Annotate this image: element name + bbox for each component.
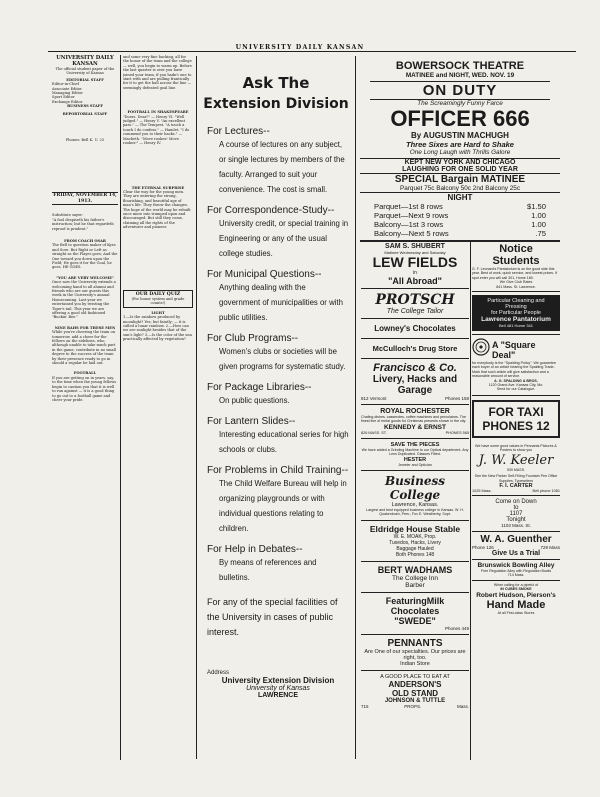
pennants-text: Are One of our specialties. Our prices are right, too. <box>364 648 466 661</box>
on-duty: ON DUTY <box>370 81 550 100</box>
masthead-rule <box>48 51 576 52</box>
paper-subtitle: The official student paper of the University of Kansas <box>55 67 115 76</box>
one-long-line: One Long Laugh with Thrills Galore <box>409 149 511 156</box>
carter-name: F. I. CARTER <box>499 482 533 489</box>
section-body: By means of references and bulletins. <box>219 558 317 582</box>
mcculloch-ad: McCulloch's Drug Store <box>361 339 469 359</box>
matinee-line: MATINEE and NIGHT, WED. NOV. 19 <box>405 72 515 79</box>
staff-item: Exchange Editor <box>52 99 83 104</box>
shubert-ad <box>361 243 469 289</box>
section-head: For Club Programs-- <box>207 333 299 344</box>
wadhams-name: BERT WADHAMS <box>377 564 453 575</box>
wadhams-sub: The College Inn <box>392 574 438 582</box>
taxi-line-1: FOR TAXI <box>488 404 544 419</box>
section-head: For Problems in Child Training-- <box>207 465 349 476</box>
notice-sub: We Give Club Rates <box>499 280 533 285</box>
protsch-name: PROTSCH <box>375 292 455 308</box>
spalding-logo-icon <box>472 338 490 361</box>
section-municipal <box>207 269 349 325</box>
hudson-name: Robert Hudson, Pierson's <box>476 591 556 599</box>
hudson-line-2: IN CUBES SMOKE <box>500 587 532 592</box>
royal-store: KENNEDY & ERNST <box>383 423 446 431</box>
column-1 <box>52 55 118 760</box>
section-libraries <box>207 382 349 408</box>
business-college-ad <box>361 471 469 521</box>
featuring-line-2: Chocolates <box>390 605 440 616</box>
nine-rahs-text: While you're cheering the team on tomorrow, add a cheer for the fellows on the sidelines, who, although unable to take much part in the game, contribute in no small degree to the success of the team by their presence ready to go in should a regular be laid out. <box>52 330 116 366</box>
pennants-head: PENNANTS <box>387 637 443 649</box>
notice-ad <box>472 243 560 292</box>
section-child <box>207 465 349 536</box>
eldridge-ad <box>361 521 469 562</box>
keeler-ad <box>472 442 560 496</box>
extension-title: Extension Division <box>203 96 349 112</box>
theatre-name: BOWERSOCK THEATRE <box>395 60 525 72</box>
section-body: On public questions. <box>219 396 290 405</box>
spalding-addr: 1120 Grand Ave. Kansas City, Mo. <box>488 383 544 388</box>
eternal-head: THE ETERNAL SURPRISE <box>131 185 185 190</box>
place-line-1: A GOOD PLACE TO EAT AT <box>380 673 450 680</box>
place-line-3: OLD STAND <box>391 688 439 698</box>
welcome-text: Once now the University extends a welcoming hand to all alumni and friends who are our guests this week in the University's annual Homecoming. Last year we entertained you by twisting the Tiger's tail. This year we are offering a good old fashioned "Buckin' Bee." <box>52 280 116 320</box>
hudson-line-3: Hand Made <box>486 598 546 611</box>
square-deal-text: for everybody is the "Spalding Policy". We guarantee each buyer of an article bearing the Spalding Trade-Mark that such article will give satisfaction and a reasonable amount of service. <box>472 361 556 379</box>
shubert-sub: Matinee Wednesday and Saturday <box>384 250 446 255</box>
wadhams-ad <box>361 562 469 593</box>
taxi-ad <box>472 400 560 438</box>
come-line-2: to <box>513 504 519 511</box>
section-head: For Help in Debates-- <box>207 544 303 555</box>
reportorial-staff-head: REPORTORIAL STAFF <box>62 111 108 116</box>
royal-phone: PHONES 565 <box>445 430 469 435</box>
place-mass: Mass. <box>456 703 469 709</box>
guenther-phone: Phone 126 <box>472 544 494 550</box>
address-label: Address <box>207 670 230 676</box>
daily-quiz-head: OUR DAILY QUIZ <box>135 291 181 297</box>
football-text: If you are getting on in years, say, to the time when the young fellows begin to caution you that it is well to run against — it is a good thing to go out to a football game and cheer your pride. <box>52 375 117 402</box>
come-line-4: Tonight <box>506 516 526 523</box>
bowling-ad <box>472 560 560 581</box>
lew-fields: LEW FIELDS <box>372 254 458 270</box>
issue-date: FRIDAY, NOVEMBER 14, 1913. <box>53 193 117 204</box>
francisco-name: Francisco & Co. <box>373 362 457 374</box>
come-line-3: 1107 <box>509 510 523 517</box>
night-head: NIGHT <box>360 192 560 202</box>
keeler-text: We have some good values in Pennants Pictures & Posters to show you <box>475 443 557 453</box>
wadhams-sub-2: Barber <box>405 581 425 589</box>
kept-line: KEPT NEW YORK AND CHICAGO <box>360 158 560 166</box>
spalding-send: Send for our Catalogue. <box>496 387 536 392</box>
section-head: For Municipal Questions-- <box>207 269 322 280</box>
column-2 <box>123 55 193 760</box>
royal-name: ROYAL ROCHESTER <box>380 408 450 415</box>
extension-division-ad <box>196 56 356 759</box>
ad-column-right <box>472 243 560 760</box>
notice-addr: 841 Mass. St. Lawrence. <box>496 284 536 289</box>
daily-quiz-box <box>123 290 193 308</box>
francisco-addr: 812 Vermont <box>361 396 387 401</box>
football-head: FOOTBALL <box>73 371 97 376</box>
hudson-ad <box>472 581 560 617</box>
save-pieces-ad <box>361 439 469 471</box>
save-text: We have added a Grinding Machine to our Optical department. Any Lens Duplicated. Glasses Fitted. <box>361 447 469 457</box>
shubert-in: in <box>413 270 417 276</box>
section-body: The Child Welfare Bureau will help in organizing playgrounds or with individual questions relating to children. <box>219 479 347 533</box>
show-author: By AUGUSTIN MACHUGH <box>411 131 509 140</box>
carter-phone: Bell phone 1081 <box>532 488 560 493</box>
featuring-line-3: "SWEDE" <box>394 615 436 626</box>
protsch-sub: The College Tailor <box>386 308 444 315</box>
bowling-name: Brunswick Bowling Alley <box>477 561 555 569</box>
sixes-line: Three Sixes are Hard to Shake <box>406 140 514 149</box>
carter-addr: 1025 Mass. <box>472 488 492 493</box>
come-down-ad <box>472 496 560 532</box>
eldridge-name: Eldridge House Stable <box>369 523 461 534</box>
closing-text: For any of the special facilities of the University in cases of public interest. <box>207 597 338 637</box>
pennants-ad <box>361 635 469 671</box>
section-correspondence <box>207 205 349 261</box>
come-addr: 1103 Mass. St. <box>501 522 531 528</box>
cleaning-line-4: Lawrence Pantatorium <box>481 316 551 324</box>
ad-column-divider <box>470 242 471 760</box>
carter-see: See the New Parker Self-Filling Fountain Pen Office Supplies, Typewriters <box>474 474 558 483</box>
special-matinee: SPECIAL Bargain MATINEE <box>360 173 560 185</box>
pennants-store: Indian Store <box>400 660 430 667</box>
staff-list <box>52 82 118 104</box>
save-head: SAVE THE PIECES <box>390 441 440 448</box>
section-body: Interesting educational series for high schools or clubs. <box>219 430 349 454</box>
hudson-line-4: At all First-class Stores <box>497 610 535 615</box>
matinee-prices: Parquet 75c Balcony 50c 2nd Balcony 25c <box>399 185 521 192</box>
editorial-staff-head: EDITORIAL STAFF <box>66 77 104 82</box>
bowling-sub: Free Regulation Alley with Regulation Bowls <box>480 568 552 573</box>
keeler-addr: 939 MASS. <box>506 467 526 472</box>
col2-intro: and some very fine backing, all for the honor of the team and the college — well, you begin to warm up. Before the last quarter is over you have joined your team, if you hadn't one to start with and are pulling frantically for it to get the ball across the line — seemingly defeated goal line. <box>123 55 192 90</box>
francisco-phone: Phones 158 <box>444 396 469 401</box>
cleaning-line-1: Particular Cleaning and <box>487 298 545 305</box>
lowneys-ad: Lowney's Chocolates <box>361 319 469 339</box>
hester-sub: Jeweler and Optician <box>398 462 432 467</box>
notice-head-2: Students <box>492 255 540 267</box>
section-body: A course of lectures on any subject, or single lectures by members of the faculty. Arranged to suit your convenience. The cost is small. <box>219 140 345 194</box>
coach-head: FROM COACH OSAR <box>64 238 106 243</box>
francisco-ad <box>361 359 469 405</box>
ad-column-left <box>361 243 469 760</box>
price-row: Parquet—1st 8 rows $1.50 <box>374 202 546 211</box>
address-line-1: University Extension Division <box>221 676 335 685</box>
sayings-label: Substitute sayer: <box>52 213 84 218</box>
all-abroad: "All Abroad" <box>388 276 442 286</box>
phones: Phones: Bell K. U. 25 <box>65 138 105 143</box>
place-addr: 715 <box>361 703 369 709</box>
light-head: LIGHT <box>151 310 165 315</box>
notice-text: G. F. Leonard's Pantatorium is on the good side this year. Best of work, quick service, and lowest prices. If spot enter you will call 301, Home 180. <box>472 267 558 280</box>
section-lectures <box>207 126 349 197</box>
staff-item: Editor-in-Chief <box>52 82 79 87</box>
section-head: For Package Libraries-- <box>207 382 312 393</box>
column-divider <box>120 55 121 760</box>
price-row <box>374 238 546 239</box>
good-place-ad <box>361 671 469 712</box>
price-row: Balcony—1st 3 rows 1.00 <box>374 220 546 229</box>
place-line-4: JOHNSON & TUTTLE <box>384 697 446 704</box>
show-title: OFFICER 666 <box>390 106 530 131</box>
hudson-line-1: When calling for a pipeful of <box>493 582 539 587</box>
address-line-2: University of Kansas <box>246 685 310 692</box>
nine-rahs-head: NINE RAHS FOR THESE MEN <box>54 325 116 330</box>
section-body: Women's clubs or societies will be given programs for systematic study. <box>219 347 346 371</box>
featuring-phone: Phones 449 <box>444 625 469 631</box>
business-college-name: Business College <box>384 474 446 503</box>
shakespeare-head: FOOTBALL IN SHAKESPEARE <box>127 110 189 115</box>
section-head: For Correspondence-Study-- <box>207 205 335 216</box>
laughing-line: LAUGHING FOR ONE SOLID YEAR <box>402 166 518 173</box>
hester-name: HESTER <box>403 456 427 463</box>
masthead: UNIVERSITY DAILY KANSAN <box>235 44 365 51</box>
royal-addr: 826 MASS. ST. <box>361 430 387 435</box>
staff-item: Sport Editor <box>52 95 75 100</box>
cleaning-ad <box>472 295 560 331</box>
cleaning-line-2: Pressing <box>505 304 527 311</box>
eldridge-text-2: Baggage Hauled <box>396 545 434 552</box>
notice-head: Notice <box>499 243 533 255</box>
place-props: PROPS. <box>404 703 422 709</box>
keeler-name: J. W. Keeler <box>478 452 554 468</box>
night-prices <box>360 202 560 239</box>
business-staff-head: BUSINESS STAFF <box>67 104 103 109</box>
business-college-text: Largest and best equipped business college in Kansas. W. H. Quakenbush, Pres.; Fox E. Weatherby, Supt. <box>366 508 464 517</box>
cleaning-line-5: Bell 481 Home 341 <box>498 323 534 329</box>
place-line-2: ANDERSON'S <box>388 679 442 689</box>
daily-quiz-sub: (For honor system and grade counts!) <box>131 296 185 306</box>
guenther-give: Give Us a Trial <box>491 549 541 557</box>
price-row: Parquet—Next 9 rows 1.00 <box>374 211 546 220</box>
ask-the: Ask The <box>242 74 310 92</box>
royal-text: Chafing dishes, casseroles, coffee machines and percolators. The finest line of metal goods for Christmas presents shown in the city. <box>361 415 467 424</box>
coach-text: The Bell to question maker of Kyes and Sore. But Right or Left as straight as the Player goes; And the One toward you down upon the Field; He goes it for the Goal, he goes, HE GOES. <box>52 243 118 270</box>
eldridge-phone: Both Phones 148 <box>395 551 435 558</box>
cleaning-line-3: for Particular People <box>491 310 541 317</box>
francisco-sub: Livery, Hacks and Garage <box>372 374 458 396</box>
eternal-text: Clear the way for the young men. They are entering the strong, flourishing, and beautiful age of man's life. They throw the changes. The hope of the world may be rebuilt once more into trumped upon and discouraged. But still they come, claiming all the rights of the adventurer and pioneer. <box>123 189 191 230</box>
section-body: University credit, or special training in Engineering or any of the usual college studies. <box>219 219 349 258</box>
guenther-name: W. A. Guenther <box>480 533 552 545</box>
section-slides <box>207 416 349 457</box>
eldridge-text: Tuxedos, Hacks, Livery <box>389 539 441 546</box>
section-debates <box>207 544 349 585</box>
guenther-addr: 729 Mass <box>540 544 560 550</box>
staff-item: Associate Editor <box>52 86 82 91</box>
guenther-ad <box>472 532 560 560</box>
featuring-line-1: FeaturingMilk <box>385 595 445 606</box>
eldridge-owner: W. E. MOAK, Prop. <box>393 533 437 540</box>
staff-item: Managing Editor <box>52 91 83 96</box>
taxi-line-2: PHONES 12 <box>482 418 550 433</box>
bowersock-ad <box>360 56 560 239</box>
come-line-1: Come on Down <box>495 498 537 505</box>
daily-quiz-text: 1.—Is the rainbow produced by moonlight? Yes; but faintly; — it is called a lunar rainbow. 2.—How can we see sunlight besides that of the sun's light? 3.—Is the color of the sun practically affected by vegetation? <box>123 315 192 342</box>
sayings-text: "A fool despiseth his father's instruction; but he that regardeth reproof is prudent." <box>52 217 114 231</box>
shakespeare-text: "Doers. Dear?" — Henry VI. "Well judged." — Henry V. "An excellent pass." — The Tempest. "A touch a touch I do confess." — Hamlet. "I do commend you to their backs." — Macbeth. "Move rookes! Move rookes!" — Henry IV. <box>123 114 190 146</box>
ad-divider <box>360 240 560 242</box>
royal-rochester-ad <box>361 405 469 439</box>
square-deal-ad <box>472 334 560 396</box>
business-college-city: Lawrence, Kansas. <box>391 502 439 509</box>
section-clubs <box>207 333 349 374</box>
section-head: For Lectures-- <box>207 126 270 137</box>
tagline: The Screamingly Funny Farce <box>417 100 503 107</box>
address-line-3: LAWRENCE <box>257 692 299 699</box>
bowling-addr: 714 Mass. <box>507 573 525 578</box>
shubert-presents: SAM S. SHUBERT <box>385 243 445 250</box>
price-row: Balcony—Next 5 rows .75 <box>374 229 546 238</box>
square-deal-head: A "Square Deal" <box>492 339 536 360</box>
section-head: For Lantern Slides-- <box>207 416 296 427</box>
paper-title: UNIVERSITY DAILY KANSAN <box>56 55 114 67</box>
spalding-name: A. G. SPALDING & BROS. <box>494 378 538 383</box>
section-body: Anything dealing with the government of municipalities or with public utilities. <box>219 283 343 322</box>
protsch-ad <box>361 289 469 319</box>
welcome-head: "YOU ARE VERY WELCOME" <box>56 275 114 280</box>
featuring-ad <box>361 593 469 635</box>
